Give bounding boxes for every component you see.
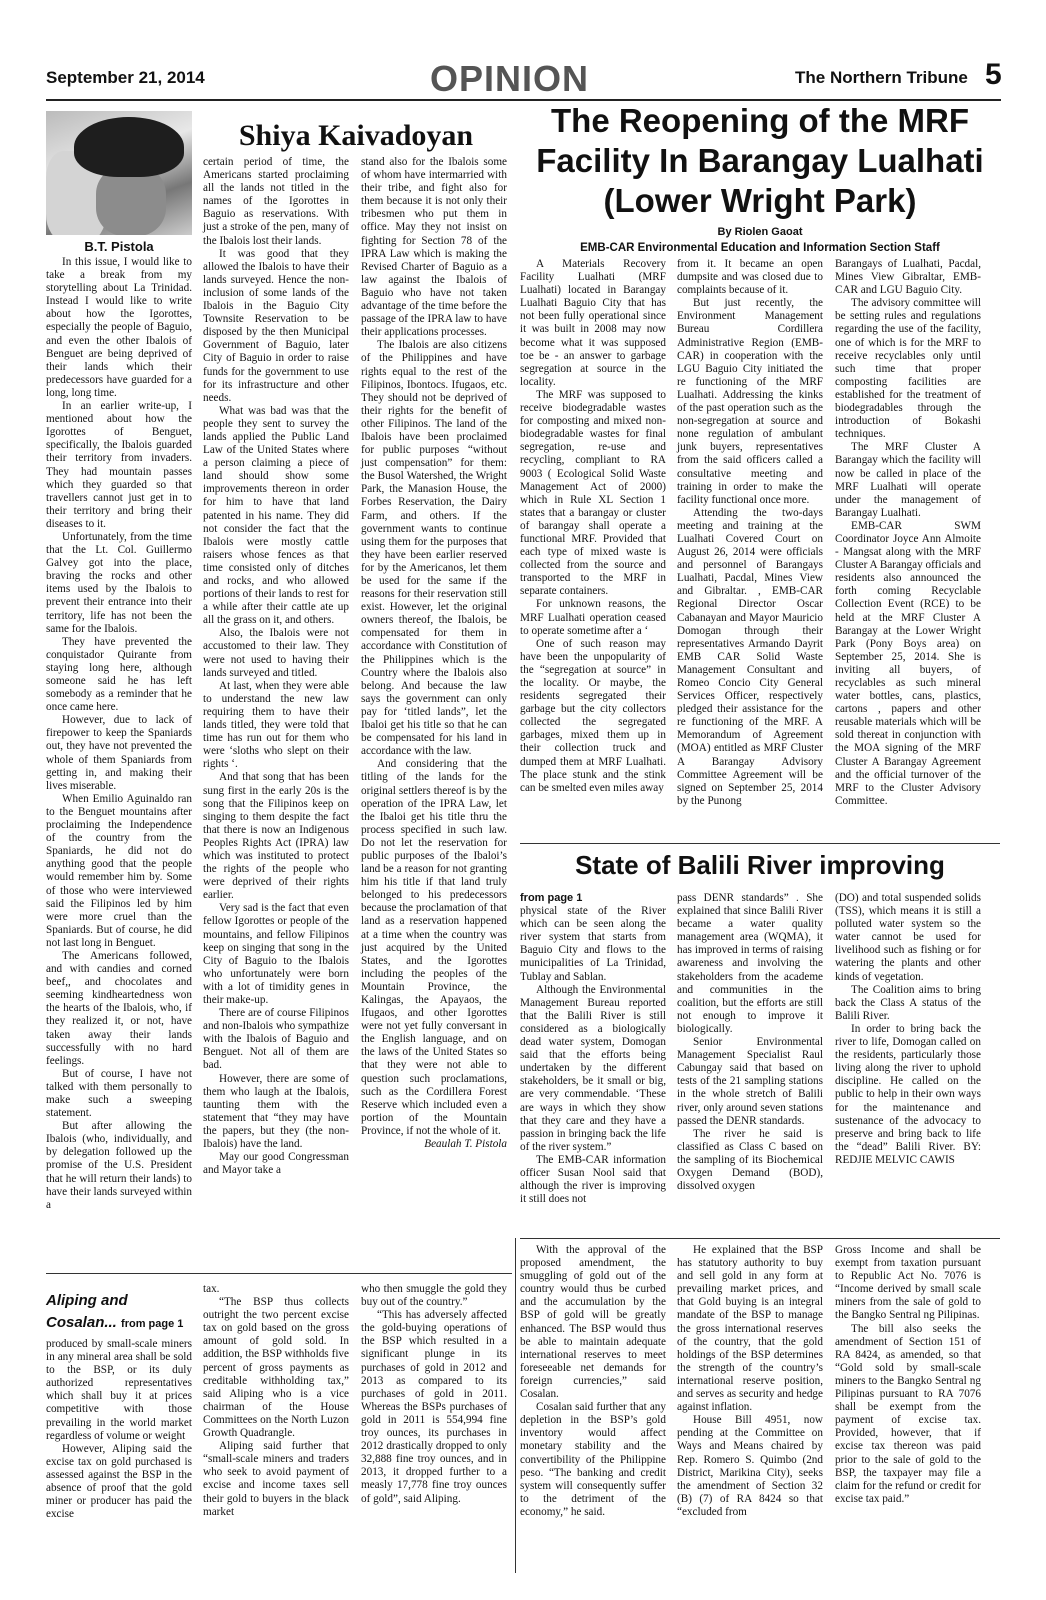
aliping-text-1: produced by small-scale miners in any mineral area shall be sold to the BSP, or its duly authorized representatives which shall buy it at prices competitive with those prevailing in the world market regardless of volume or weight However, Aliping said the excise tax on gold purchased is assessed against the BSP in the absence of proof that the gold miner or producer has paid the excise: [46, 1338, 192, 1521]
author-name: B.T. Pistola: [84, 239, 154, 254]
column-title: Shiya Kaivadoyan: [238, 119, 474, 152]
aliping-text-2: tax. “The BSP thus collects outright the two percent excise tax on gold based on the gross amount of gold sold. In addition, the BSP withholds five percent of gross payments as creditable withholding tax,” said Aliping who is a vice chairman of the House Committees on the North Luzon Growth Quadrangle. Aliping said further that “small-scale miners and traders who seek to avoid payment of excise and income taxes sell their gold to buyers in the black market: [203, 1283, 349, 1518]
balili-headline: State of Balili River improving: [575, 850, 945, 880]
aliping-from: from page 1: [121, 1318, 184, 1330]
column-signature: Beaulah T. Pistola: [424, 1138, 507, 1151]
aliping-text-3: who then smuggle the gold they buy out of the country.” “This has adversely affected the gold-buying operations of the BSP which resulted in a significant plunge in its purchases of gold in 2012 and 2013 as compared to its purchases of gold in 2011. Whereas the BSPs purchases of gold in 2011 is 554,994 fine troy ounces, its purchases in 2012 drastically dropped to only 32,888 fine troy ounces, and in 2013, it dropped further to a measly 17,778 fine troy ounces of gold”, said Aliping.: [361, 1283, 507, 1505]
aliping-left-divider: [515, 1238, 516, 1573]
author-photo: [46, 111, 192, 235]
page-number: 5: [985, 58, 1002, 91]
photo-hat: [74, 117, 184, 177]
aliping-text-6: Gross Income and shall be exempt from taxation pursuant to Republic Act No. 7076 is “Income derived by small scale miners from the sale of gold to the Bangko Sentral ng Pilipinas. The bill also seeks the amendment of Section 151 of RA 8424, as amended, so that “Gold sold by small-scale miners to the Bangko Sentral ng Pilipinas pursuant to RA 7076 shall be exempt from the payment of excise tax. Provided, however, that if excise tax thereon was paid prior to the sale of gold to the BSP, the taxpayer may file a claim for the refund or credit for excise tax paid.”: [835, 1244, 981, 1505]
column-text-3: stand also for the Ibalois some of whom have intermarried with their tribe, and fight also for them because it is not only their tribesmen who put them in office. May they not insist on fighting for Section 78 of the IPRA Law which is making the Revised Charter of Baguio as a law against the Ibalois of Baguio who have not taken advantage of the time before the passage of the IPRA law to have their applications processes. The Ibalois are also citizens of the Philippines and have rights equal to the rest of the Filipinos, Ibontocs. Ifugaos, etc. They should not be deprived of their rights for the benefit of other Filipinos. The land of the Ibalois have been proclaimed for public purposes “without just compensation” for them: the Busol Watershed, the Wright Park, the Manasion House, the Forbes Reservation, the Dairy Farm, and others. If the government wants to continue using them for the purposes that they have been earlier reserved for by the Americanos, let them be used for the same if the reasons for their reservation still exist. However, let the original owners thereof, the Ibalois, be compensated for them in accordance with Constitution of the Philippines which is the Country where the Ibalois also belong. And because the law says the government can only pay for ‘titled lands”, let the Ibaloi get his title so that he can be compensated for his land in accordance with the law. And considering that the titling of the lands for the original settlers thereof is by the operation of the IPRA Law, let the Ibaloi get his title thru the process specified in such law. Do not let the reservation for public purposes of the Ibaloi’s land be a reason for not granting him his title if that land truly belonged to his predecessors because the proclamation of that land as a reservation happened at a time when the country was just acquired by the United States, and the Igorottes including the peoples of the Mountain Province, the Kalingas, the Apayaos, the Ifugaos, and other Igorottes were not yet fully conversant in the English language, and on the laws of the United States so that they were not able to question such proclamations, such as the Cordillera Forest Reserve which included even a portion of the Mountain Province, if not the whole of it. Beaulah T. Pistola: [361, 156, 507, 1151]
section-name: OPINION: [430, 58, 590, 99]
mrf-text-1: A Materials Recovery Facility Lualhati (MRF Lualhati) located in Barangay Lualhati Baguio City that has not been fully operational since it was built in 2008 may now become what it was supposed toe be - an answer to garbage segregation at source in the locality. The MRF was supposed to receive biodegradable wastes for composting and mixed non-biodegradable wastes for final segregation, re-use and recycling, compliant to RA 9003 ( Ecological Solid Waste Management Act of 2000) which in Rule XL Section 1 states that a barangay or cluster of barangay shall operate a functional MRF. Provided that each type of mixed waste is collected from the source and transported to the MRF in separate containers. For unknown reasons, the MRF Lualhati operation ceased to operate sometime after a ‘ One of such reason may have been the unpopularity of the “segregation at source” in the locality. Or maybe, the residents segregated their garbage but the city collectors collected the segregated garbages, mixed them up in their collection truck and dumped them at MRF Lualhati. The place stunk and the stink can be smelted even miles away: [520, 258, 666, 794]
balili-text-1: from page 1 physical state of the River which can be seen along the river system that starts from Baguio City and flows to the municipalities of La Trinidad, Tublay and Sablan. Although the Environmental Management Bureau reported that the Balili River is still considered as a biologically dead water system, Domogan said that the efforts being undertaken by the different stakeholders, be it small or big, are very commendable. ‘These are ways in which they show that they care and they have a passion in bringing back the life of the river system.” The EMB-CAR information officer Susan Nool said that although the river is improving it still does not: [520, 892, 666, 1206]
balili-divider-bottom: [520, 1238, 1000, 1239]
column-text-2: certain period of time, the Americans started proclaiming all the lands not titled in the names of the Igorottes in Baguio as reservations. With just a stroke of the pen, many of the Ibalois lost their lands. It was good that they allowed the Ibalois to have their lands surveyed. Hence the non-inclusion of some lands of the Ibalois in the Baguio City Townsite Reservation to be disposed by the then Municipal Government of Baguio, later City of Baguio in order to raise funds for the government to use for its infrastructure and other needs. What was bad was that the people they sent to survey the lands applied the Public Land Law of the United States where a person claiming a piece of land should show some improvements thereon in order for him to have that land patented in his name. They did not consider the fact that the Ibalois were mostly cattle raisers whose fences as that time consisted only of ditches and rocks, and who allowed portions of their lands to rest for a while after their cattle ate up all the grass on it, and others. Also, the Ibalois were not accustomed to their law. They were not used to having their lands surveyed and titled. At last, when they were able to understand the new law requiring them to have their lands titled, they were told that time has run out for them who were ‘sloths who slept on their rights ‘. And that song that has been sung first in the early 20s is the song that the Filipinos keep on singing to them despite the fact that there is now an Indigenous Peoples Rights Act (IPRA) law which was instituted to protect the rights of the people who were deprived of their rights earlier. Very sad is the fact that even fellow Igorottes or people of the mountains, and fellow Filipinos keep on singing that song in the City of Baguio to the Ibalois who unfortunately were born with a lot of timidity genes in their make-up. There are of course Filipinos and non-Ibalois who sympathize with the Ibalois of Baguio and Benguet. Not all of them are bad. However, there are some of them who laugh at the Ibalois, taunting them with the statement that “they may have the papers, but they (the non-Ibalois) have the land. May our good Congressman and Mayor take a: [203, 156, 349, 1177]
aliping-headline: Aliping and Cosalan... from page 1: [46, 1292, 184, 1331]
mrf-divider-bottom: [520, 843, 1000, 844]
balili-text-2: pass DENR standards” . She explained that since Balili River became a water quality management area (WQMA), it has improved in terms of raising awareness and involving the stakeholders from the academe and communities in the coalition, but the efforts are still not enough to improve it biologically. Senior Environmental Management Specialist Raul Cabungay said that based on tests of the 21 sampling stations in the whole stretch of Balili river, only around seven stations passed the DENR standards. The river he said is classified as Class C based on the sampling of its Biochemical Oxygen Demand (BOD), dissolved oxygen: [677, 892, 823, 1193]
mrf-text-3: Barangays of Lualhati, Pacdal, Mines View Gibraltar, EMB-CAR and LGU Baguio City. The advisory committee will be setting rules and regulations regarding the use of the facility, one of which is for the MRF to receive recyclables only until such time that proper composting facilities are established for the treatment of biodegradables through the introduction of Bokashi techniques. The MRF Cluster A Barangay which the facility will now be called in place of the MRF Lualhati will operate under the management of Barangay Lualhati. EMB-CAR SWM Coordinator Joyce Ann Almoite - Mangsat along with the MRF Cluster A Barangay officials and residents also announced the forth coming Recyclable Collection Event (RCE) to be held at the MRF Cluster A Barangay at the Lower Wright Park (Pony Boys area) on September 25, 2014. She is inviting all buyers, of recyclables as such mineral water bottles, cans, plastics, cartons , papers and other reusable materials which will be sold thereat in conjunction with the MOA signing of the MRF Cluster A Barangay Agreement and the official turnover of the MRF to the Cluster Advisory Committee.: [835, 258, 981, 807]
aliping-text-4: With the approval of the proposed amendment, the smuggling of gold out of the country would thus be curbed and the accumulation by the BSP of gold will be greatly enhanced. The BSP would thus be able to maintain adequate international reserves to meet foreseeable net demands for foreign currencies,” said Cosalan. Cosalan said further that any depletion in the BSP’s gold inventory would affect monetary stability and the convertibility of the Philippine peso. “The banking and credit system will consequently suffer to the detriment of the economy,” he said.: [520, 1244, 666, 1518]
balili-text-3: (DO) and total suspended solids (TSS), which means it is still a polluted water system so the water cannot be used for livelihood such as fishing or for watering the plants and other kinds of vegetation. The Coalition aims to bring back the Class A status of the Balili River. In order to bring back the river to life, Domogan called on the residents, particularly those living along the river to uphold discipline. He called on the public to help in their own ways for the maintenance and sustenance of the advocacy to preserve and bring back to life the “dead” Balili River. BY: REDJIE MELVIC CAWIS: [835, 892, 981, 1166]
newspaper-name: The Northern Tribune: [795, 68, 968, 87]
mrf-dept: EMB-CAR Environmental Education and Information Section Staff: [580, 242, 940, 254]
mrf-headline: The Reopening of the MRF Facility In Barangay Lualhati (Lower Wright Park): [536, 102, 984, 219]
aliping-text-5: He explained that the BSP has statutory authority to buy and sell gold in any form at prevailing market prices, and that Gold buying is an integral mandate of the BSP to manage the gross international reserves of the country, that the gold holdings of the BSP determines the strength of the country’s international reserve position, and serves as security and hedge against inflation. House Bill 4951, now pending at the Committee on Ways and Means chaired by Rep. Romero S. Quimbo (2nd District, Marikina City), seeks the amendment of Section 32 (B) (7) of RA 8424 so that “excluded from: [677, 1244, 823, 1518]
column-text-1: In this issue, I would like to take a break from my storytelling about La Trinidad. Instead I would like to write about how the Igorottes, especially the people of Baguio, and even the other Ibalois of Benguet are being deprived of their lands which their predecessors have guarded for a long, long time. In an earlier write-up, I mentioned about how the Igorottes of Benguet, specifically, the Ibalois guarded their territory from invaders. They had mountain passes which they guarded so that travellers cannot just get in to their territory and bring their diseases to it. Unfortunately, from the time that the Lt. Col. Guillermo Galvey got into the place, braving the rocks and other items used by the Ibalois to prevent their entrance into their territory, life has not been the same for the Ibalois. They have prevented the conquistador Quirante from staying long here, although someone said he has left somebody as a reminder that he once came here. However, due to lack of firepower to keep the Spaniards out, they have not prevented the whole of them Spaniards from getting in, and making their lives miserable. When Emilio Aguinaldo ran to the Benguet mountains after proclaiming the Independence of the country from the Spaniards, he did not do anything good that the people would remember him by. Some of those who were interviewed said the Filipinos led by him were more cruel than the Spaniards. But of course, he did not last long in Benguet. The Americans followed, and with candies and corned beef,, and chocolates and seeming kindheartedness won the hearts of the Ibalois, who, if they realized it, or not, have taken away their lands successfully with no hard feelings. But of course, I have not talked with them personally to make such a sweeping statement. But after allowing the Ibalois (who, individually, and by delegation followed up the promise of the U.S. President that he will return their lands) to have their lands surveyed within a: [46, 256, 192, 1211]
column-divider-bottom: [46, 1273, 512, 1274]
balili-from: from page 1: [520, 892, 583, 904]
mrf-text-2: from it. It became an open dumpsite and was closed due to complaints because of it. But just recently, the Environment Management Bureau Cordillera Administrative Region (EMB-CAR) in cooperation with the LGU Baguio City initiated the re functioning of the MRF Lualhati. Addressing the kinks of the past operation such as the non-segregation at source and none regulation of ambulant junk buyers, representatives from the said officers called a consultative meeting and training in order to make the facility functional once more. Attending the two-days meeting and training at the Lualhati Covered Court on August 26, 2014 were officials and personnel of Barangays Lualhati, Pacdal, Mines View and Gibraltar. , EMB-CAR Regional Director Oscar Cabanayan and Mayor Mauricio Domogan through their representatives Armando Dayrit EMB CAR Solid Waste Management Consultant and Romeo Concio City General Services Officer, respectively pledged their assistance for the re functioning of the MRF. A Memorandum of Agreement (MOA) entitled as MRF Cluster A Barangay Advisory Committee Agreement will be signed on September 25, 2014 by the Punong: [677, 258, 823, 807]
mrf-byline: By Riolen Gaoat: [717, 226, 803, 238]
issue-date: September 21, 2014: [46, 68, 205, 87]
